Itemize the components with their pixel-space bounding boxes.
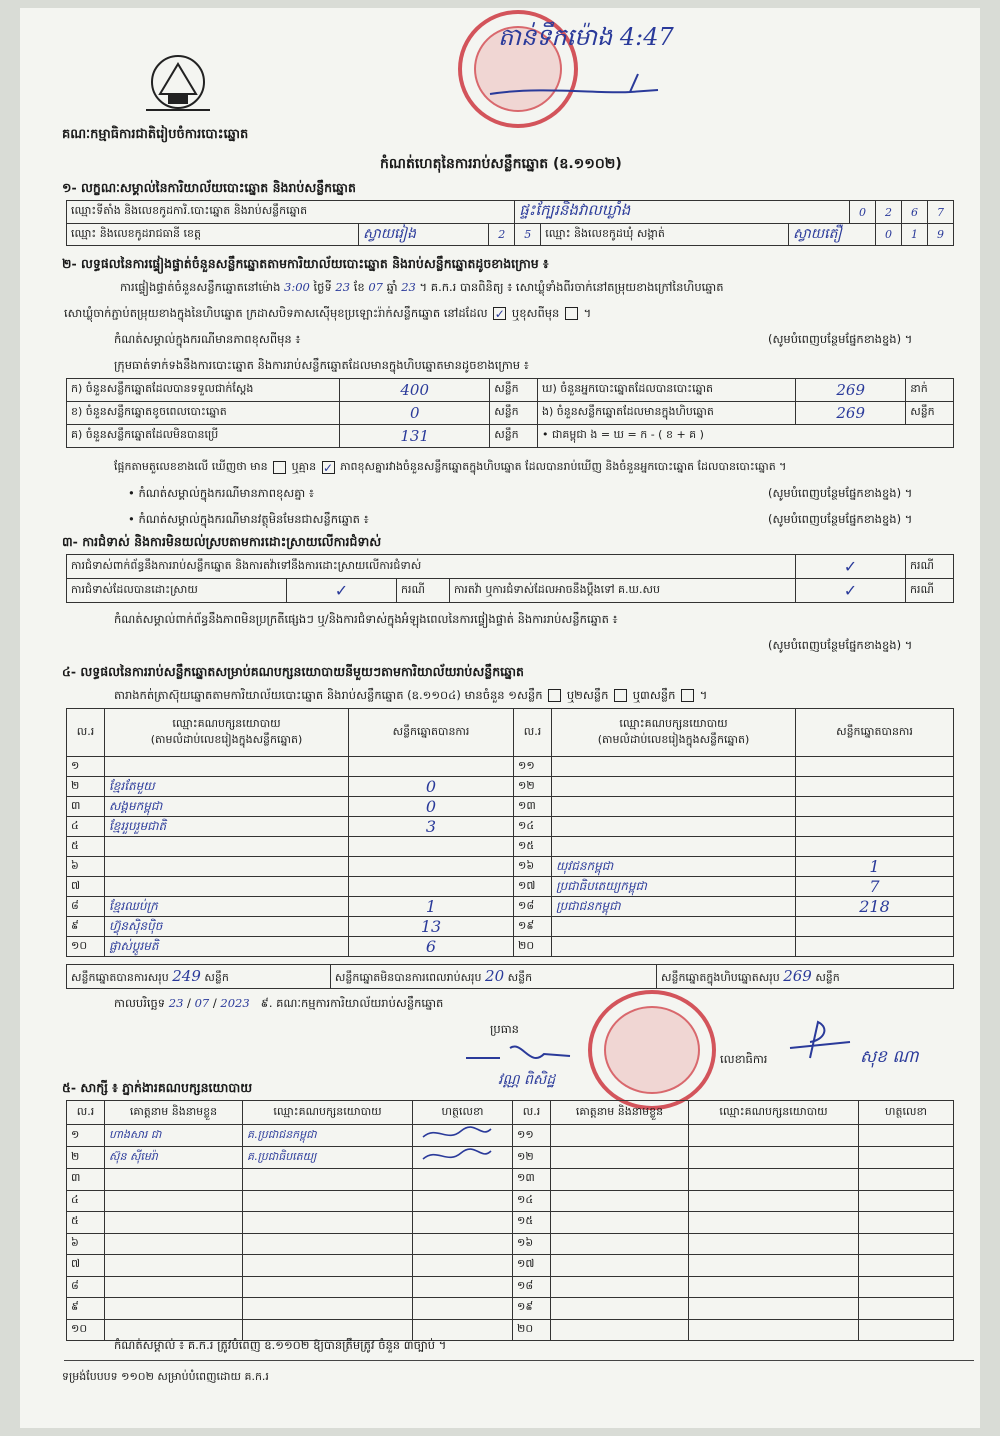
witness-name bbox=[551, 1319, 689, 1341]
date-day: 23 bbox=[168, 996, 184, 1010]
form-title: កំណត់ហេតុនៃការរាប់សន្លឹកឆ្នោត (ឧ.១១០២) bbox=[380, 156, 622, 172]
party-votes: 0 bbox=[349, 797, 514, 817]
row-no: ១៥ bbox=[513, 1212, 551, 1234]
witness-row bbox=[67, 1233, 954, 1255]
ballot-count-table bbox=[66, 378, 954, 448]
total-box-value: 269 bbox=[783, 966, 812, 985]
witness-party bbox=[689, 1276, 859, 1298]
change-note-line: កំណត់សម្គាល់ក្នុងករណីមានភាពខុសពីមុន ៖ bbox=[114, 332, 301, 346]
row-no: ៨ bbox=[67, 897, 105, 917]
chair-signature bbox=[460, 1038, 600, 1072]
party-row bbox=[67, 877, 954, 897]
witness-signature bbox=[859, 1147, 954, 1169]
col-name: គោត្តនាម និងនាមខ្លួន bbox=[105, 1101, 243, 1125]
witness-party bbox=[243, 1255, 413, 1277]
commune-code-digit: 1 bbox=[902, 224, 928, 246]
row-no: ១១ bbox=[514, 757, 552, 777]
witness-party bbox=[243, 1212, 413, 1234]
resolved-objection-check: ✓ bbox=[287, 579, 397, 603]
count-row-label: ខ) ចំនួនសន្លឹកឆ្នោតខូចពេលបោះឆ្នោត bbox=[67, 402, 340, 425]
row-no: ១៥ bbox=[514, 837, 552, 857]
witness-signature bbox=[413, 1125, 513, 1147]
station-value: ផ្ទះក្បែរនិងវាលឃ្លាំង bbox=[515, 201, 850, 224]
org-name: គណៈកម្មាធិការជាតិរៀបចំការបោះឆ្នោត bbox=[62, 127, 249, 142]
two-sheets-checkbox[interactable] bbox=[614, 689, 627, 702]
party-name bbox=[552, 837, 796, 857]
party-votes bbox=[796, 817, 954, 837]
witness-name bbox=[551, 1212, 689, 1234]
verification-line-2: សោឃ្លុំចាក់ភ្ជាប់តម្រុយខាងក្នុងនៃហិបឆ្នោត ក្រដាសបិទភាសស៊ើមុខប្រឡោះរ៉ាក់សន្លឹកឆ្នោត នៅដដែល ✓ ឬខុសពីមុន ។ bbox=[64, 306, 592, 321]
witness-row bbox=[67, 1190, 954, 1212]
unit-label: នាក់ bbox=[906, 379, 954, 402]
witness-party bbox=[689, 1147, 859, 1169]
spoiled-ballots-value: 0 bbox=[340, 402, 490, 425]
witness-row bbox=[67, 1276, 954, 1298]
unit-label: សន្លឹក bbox=[490, 425, 538, 448]
received-ballots-value: 400 bbox=[340, 379, 490, 402]
witness-party bbox=[243, 1298, 413, 1320]
witness-signature-mark bbox=[417, 1147, 497, 1165]
party-votes bbox=[796, 757, 954, 777]
witness-signature bbox=[413, 1169, 513, 1191]
party-votes: 7 bbox=[796, 877, 954, 897]
party-name: ផ្លាស់ប្តូរមតិ bbox=[105, 937, 349, 957]
party-row bbox=[67, 777, 954, 797]
witness-name bbox=[551, 1125, 689, 1147]
witness-row bbox=[67, 1298, 954, 1320]
col-votes: សន្លឹកឆ្នោតបានការ bbox=[796, 709, 954, 757]
ballots-in-box-value: 269 bbox=[796, 402, 906, 425]
row-no: ១៣ bbox=[514, 797, 552, 817]
section3-heading: ៣- ការជំទាស់ និងការមិនយល់ស្របតាមការដោះស្រាយលើការជំទាស់ bbox=[62, 534, 382, 549]
total-box-cell: សន្លឹកឆ្នោតក្នុងហិបឆ្នោតសរុប 269 សន្លឹក bbox=[656, 965, 953, 989]
change-note-fill-hint: (សូមបំពេញបន្ថែមផ្នែកខាងខ្នង) ។ bbox=[768, 332, 913, 346]
party-row bbox=[67, 817, 954, 837]
appeal-label: ការតវ៉ា ឬការជំទាស់ដែលអាចនឹងប្តឹងទៅ គ.ឃ.សប bbox=[449, 579, 795, 603]
party-votes: 1 bbox=[349, 897, 514, 917]
province-code-digit: 5 bbox=[515, 224, 541, 246]
stamp-handwritten-note: តាន់ទឹកម៉ោង 4:47 bbox=[498, 23, 674, 51]
party-votes: 1 bbox=[796, 857, 954, 877]
row-no: ១៨ bbox=[513, 1276, 551, 1298]
party-votes: 0 bbox=[349, 777, 514, 797]
row-no: ១៦ bbox=[514, 857, 552, 877]
row-no: ១៩ bbox=[513, 1298, 551, 1320]
footer-divider bbox=[64, 1360, 974, 1361]
row-no: ១ bbox=[67, 1125, 105, 1147]
party-name bbox=[105, 877, 349, 897]
row-no: ១០ bbox=[67, 937, 105, 957]
witness-name: ស៊ុន ស៊ីមេរ៉ា bbox=[105, 1147, 243, 1169]
unit-label: សន្លឹក bbox=[490, 379, 538, 402]
witness-name bbox=[551, 1233, 689, 1255]
col-name: គោត្តនាម និងនាមខ្លួន bbox=[551, 1101, 689, 1125]
case-unit: ករណី bbox=[906, 555, 954, 579]
witness-party bbox=[243, 1276, 413, 1298]
totals-table bbox=[66, 964, 954, 989]
party-votes bbox=[796, 937, 954, 957]
party-name bbox=[552, 797, 796, 817]
secretary-signature bbox=[780, 1018, 860, 1062]
row-no: ១២ bbox=[514, 777, 552, 797]
witness-name bbox=[105, 1298, 243, 1320]
witness-signature bbox=[413, 1212, 513, 1234]
party-name: ខ្មែររួបរួមជាតិ bbox=[105, 817, 349, 837]
witness-row bbox=[67, 1255, 954, 1277]
station-code-digit: 0 bbox=[850, 201, 876, 224]
section1-heading: ១- លក្ខណៈសម្គាល់នៃការិយាល័យបោះឆ្នោត និងរាប់សន្លឹកឆ្នោត bbox=[62, 180, 356, 195]
row-no: ១៦ bbox=[513, 1233, 551, 1255]
party-row bbox=[67, 757, 954, 777]
witness-name bbox=[551, 1298, 689, 1320]
witness-name bbox=[551, 1147, 689, 1169]
row-no: ៦ bbox=[67, 857, 105, 877]
party-votes: 218 bbox=[796, 897, 954, 917]
count-row-label: ង) ចំនួនសន្លឹកឆ្នោតដែលមានក្នុងហិបឆ្នោត bbox=[537, 402, 795, 425]
witness-signature bbox=[859, 1169, 954, 1191]
row-no: ៩ bbox=[67, 1298, 105, 1320]
resolved-objection-label: ការជំទាស់ដែលបានដោះស្រាយ bbox=[67, 579, 287, 603]
count-row-label: ឃ) ចំនួនអ្នកបោះឆ្នោតដែលបានបោះឆ្នោត bbox=[537, 379, 795, 402]
party-votes bbox=[349, 757, 514, 777]
irregularity-note-fill-hint: (សូមបំពេញបន្ថែមផ្នែកខាងខ្នង) ។ bbox=[768, 638, 913, 652]
witness-signature-mark bbox=[417, 1125, 497, 1143]
unit-label: សន្លឹក bbox=[906, 402, 954, 425]
station-info-table bbox=[66, 200, 954, 246]
party-name bbox=[552, 937, 796, 957]
witness-party bbox=[689, 1212, 859, 1234]
witness-row bbox=[67, 1169, 954, 1191]
commune-value: ស្វាយតឿ bbox=[789, 224, 876, 246]
row-no: ៣ bbox=[67, 797, 105, 817]
row-no: ៤ bbox=[67, 1190, 105, 1212]
party-name bbox=[105, 857, 349, 877]
count-row-label: ក) ចំនួនសន្លឹកឆ្នោតដែលបានទទួលជាក់ស្តែង bbox=[67, 379, 340, 402]
party-row bbox=[67, 857, 954, 877]
station-label: ឈ្មោះទីតាំង និងលេខកូដការិ.បោះឆ្នោត និងរាប់សន្លឹកឆ្នោត bbox=[67, 201, 515, 224]
party-name: ប្រជាជនកម្ពុជា bbox=[552, 897, 796, 917]
witness-name bbox=[551, 1255, 689, 1277]
row-no: ១៤ bbox=[513, 1190, 551, 1212]
row-no: ៥ bbox=[67, 837, 105, 857]
party-name: ខ្មែរឈប់ក្រ bbox=[105, 897, 349, 917]
changed-checkbox[interactable] bbox=[565, 307, 578, 320]
row-no: ៧ bbox=[67, 877, 105, 897]
row-no: ១៧ bbox=[514, 877, 552, 897]
row-no: ១៣ bbox=[513, 1169, 551, 1191]
verification-line-1: ការផ្ទៀងផ្ទាត់ចំនួនសន្លឹកឆ្នោតនៅម៉ោង 3:00 ថ្ងៃទី 23 ខែ 07 ឆ្នាំ 23 ។ គ.ក.រ បានពិនិត្យ ៖ សោឃ្លុំទាំងពីរចាក់នៅតម្រុយខាងក្រៅនៃហិបឆ្នោត bbox=[120, 280, 724, 294]
secretary-name: សុខ ណា bbox=[860, 1047, 919, 1067]
case-unit: ករណី bbox=[906, 579, 954, 603]
commune-code-digit: 9 bbox=[928, 224, 954, 246]
row-no: ២០ bbox=[514, 937, 552, 957]
witness-signature bbox=[413, 1276, 513, 1298]
verification-day: 23 bbox=[335, 280, 351, 294]
witness-name bbox=[551, 1169, 689, 1191]
row-no: ២ bbox=[67, 1147, 105, 1169]
section2-heading: ២- លទ្ធផលនៃការផ្ទៀងផ្ទាត់ចំនួនសន្លឹកឆ្នោតតាមការិយាល័យបោះឆ្នោត និងរាប់សន្លឹកឆ្នោតដូចខាងក្រោម ៖ bbox=[62, 256, 549, 271]
row-no: ១៤ bbox=[514, 817, 552, 837]
foreign-object-fill-hint: (សូមបំពេញបន្ថែមផ្នែកខាងខ្នង) ។ bbox=[768, 512, 913, 526]
chair-label: ប្រធាន bbox=[490, 1022, 519, 1036]
row-no: ៥ bbox=[67, 1212, 105, 1234]
row-no: ១១ bbox=[513, 1125, 551, 1147]
col-party: ឈ្មោះគណបក្សនយោបាយ bbox=[243, 1101, 413, 1125]
appeal-check: ✓ bbox=[796, 579, 906, 603]
witness-signature bbox=[859, 1255, 954, 1277]
witness-row bbox=[67, 1212, 954, 1234]
discrepancy-yes-checkbox[interactable] bbox=[273, 461, 286, 474]
witness-name bbox=[105, 1255, 243, 1277]
witness-party: គ.ប្រជាធិបតេយ្យ bbox=[243, 1147, 413, 1169]
witness-party bbox=[689, 1125, 859, 1147]
form-code: ទម្រង់បែបបទ ១១០២ សម្រាប់បំពេញដោយ គ.ក.រ bbox=[62, 1370, 269, 1383]
witness-signature bbox=[859, 1212, 954, 1234]
party-name bbox=[552, 777, 796, 797]
witness-name bbox=[105, 1276, 243, 1298]
party-name: ហ៊្វុនស៊ិនប៉ិច bbox=[105, 917, 349, 937]
secretary-label: លេខាធិការ bbox=[720, 1052, 768, 1066]
witness-signature bbox=[859, 1298, 954, 1320]
verification-time: 3:00 bbox=[284, 280, 310, 294]
nec-emblem-logo bbox=[138, 50, 218, 118]
witness-party bbox=[689, 1169, 859, 1191]
witness-party bbox=[243, 1233, 413, 1255]
objection-table bbox=[66, 554, 954, 603]
section5-heading: ៥- សាក្សី ៖ ភ្នាក់ងារគណបក្សនយោបាយ bbox=[62, 1080, 253, 1095]
col-no: ល.រ bbox=[67, 1101, 105, 1125]
foreign-object-note: • កំណត់សម្គាល់ក្នុងករណីមានវត្ថុមិនមែនជាសន្លឹកឆ្នោត ៖ bbox=[128, 512, 369, 526]
discrepancy-note: • កំណត់សម្គាល់ក្នុងករណីមានភាពខុសគ្នា ៖ bbox=[128, 486, 314, 500]
witness-signature bbox=[859, 1319, 954, 1341]
party-name bbox=[552, 917, 796, 937]
verification-year: 23 bbox=[401, 280, 416, 294]
bottom-red-stamp bbox=[588, 990, 716, 1110]
objection-row-label: ការជំទាស់ពាក់ព័ន្ធនឹងការរាប់សន្លឹកឆ្នោត និងការតវ៉ាទៅនឹងការដោះស្រាយលើការជំទាស់ bbox=[67, 555, 796, 579]
party-results-table bbox=[66, 708, 954, 957]
province-value: ស្វាយរៀង bbox=[358, 224, 488, 246]
formula-note: • ជាគម្ពុជា ង = ឃ = ក - ( ខ + គ ) bbox=[537, 425, 953, 448]
witness-party bbox=[243, 1169, 413, 1191]
province-code-digit: 2 bbox=[489, 224, 515, 246]
col-party: ឈ្មោះគណបក្សនយោបាយ bbox=[689, 1101, 859, 1125]
row-no: ៨ bbox=[67, 1276, 105, 1298]
party-votes: 6 bbox=[349, 937, 514, 957]
date-line: កាលបរិច្ឆេទ 23 / 07 / 2023 ៩. គណៈកម្មការការិយាល័យរាប់សន្លឹកឆ្នោត bbox=[114, 996, 444, 1010]
witness-party bbox=[689, 1319, 859, 1341]
row-no: ៤ bbox=[67, 817, 105, 837]
witness-signature bbox=[859, 1276, 954, 1298]
irregularity-note: កំណត់សម្គាល់ពាក់ព័ន្ធនឹងភាពមិនប្រក្រតីផ្សេងៗ ឬ/និងការជំទាស់ក្នុងអំឡុងពេលនៃការផ្ទៀងផ្ទាត់ និងការរាប់សន្លឹកឆ្នោត ៖ bbox=[114, 612, 618, 626]
col-party: ឈ្មោះគណបក្សនយោបាយ (តាមលំដាប់លេខរៀងក្នុងសន្លឹកឆ្នោត) bbox=[105, 709, 349, 757]
commune-code-digit: 0 bbox=[876, 224, 902, 246]
row-no: ៧ bbox=[67, 1255, 105, 1277]
form-page bbox=[20, 8, 980, 1428]
witness-party bbox=[243, 1190, 413, 1212]
voters-value: 269 bbox=[796, 379, 906, 402]
three-sheets-checkbox[interactable] bbox=[681, 689, 694, 702]
party-name bbox=[105, 757, 349, 777]
witness-row bbox=[67, 1125, 954, 1147]
date-year: 2023 bbox=[220, 996, 250, 1010]
commune-label: ឈ្មោះ និងលេខកូដឃុំ សង្កាត់ bbox=[541, 224, 789, 246]
row-no: ១៧ bbox=[513, 1255, 551, 1277]
party-results-body bbox=[67, 757, 954, 957]
witness-name bbox=[551, 1190, 689, 1212]
discrepancy-no-checkbox[interactable]: ✓ bbox=[323, 460, 334, 475]
party-row bbox=[67, 837, 954, 857]
witness-signature bbox=[413, 1255, 513, 1277]
party-row bbox=[67, 797, 954, 817]
row-no: ៩ bbox=[67, 917, 105, 937]
witness-name bbox=[105, 1233, 243, 1255]
row-no: ១៨ bbox=[514, 897, 552, 917]
col-party: ឈ្មោះគណបក្សនយោបាយ (តាមលំដាប់លេខរៀងក្នុងសន្លឹកឆ្នោត) bbox=[552, 709, 796, 757]
station-code-digit: 2 bbox=[876, 201, 902, 224]
witness-signature bbox=[859, 1125, 954, 1147]
witness-signature bbox=[859, 1233, 954, 1255]
witness-party bbox=[689, 1190, 859, 1212]
party-votes: 3 bbox=[349, 817, 514, 837]
party-name: សង្គមកម្ពុជា bbox=[105, 797, 349, 817]
station-code-digit: 6 bbox=[902, 201, 928, 224]
discrepancy-note-fill-hint: (សូមបំពេញបន្ថែមផ្នែកខាងខ្នង) ។ bbox=[768, 486, 913, 500]
witness-signature bbox=[413, 1190, 513, 1212]
witness-signature bbox=[413, 1298, 513, 1320]
verification-month: 07 bbox=[368, 280, 383, 294]
party-row bbox=[67, 937, 954, 957]
witness-name bbox=[551, 1276, 689, 1298]
col-votes: សន្លឹកឆ្នោតបានការ bbox=[349, 709, 514, 757]
col-sign: ហត្ថលេខា bbox=[413, 1101, 513, 1125]
chair-name: វណ្ណ ពិសិដ្ឋ bbox=[498, 1072, 556, 1088]
count-row-label: គ) ចំនួនសន្លឹកឆ្នោតដែលមិនបានប្រើ bbox=[67, 425, 340, 448]
witness-party bbox=[689, 1298, 859, 1320]
province-label: ឈ្មោះ និងលេខកូដរាជធានី ខេត្ត bbox=[67, 224, 359, 246]
witness-party bbox=[689, 1255, 859, 1277]
row-no: ១០ bbox=[67, 1319, 105, 1341]
party-votes: 13 bbox=[349, 917, 514, 937]
top-signature-mark bbox=[480, 64, 680, 104]
row-no: ៦ bbox=[67, 1233, 105, 1255]
case-unit: ករណី bbox=[397, 579, 450, 603]
unchanged-checkbox[interactable]: ✓ bbox=[494, 307, 505, 321]
row-no: ២០ bbox=[513, 1319, 551, 1341]
row-no: ៣ bbox=[67, 1169, 105, 1191]
party-votes bbox=[349, 877, 514, 897]
party-name bbox=[105, 837, 349, 857]
party-name bbox=[552, 817, 796, 837]
party-votes bbox=[796, 797, 954, 817]
witness-body bbox=[67, 1125, 954, 1341]
party-name: យុវជនកម្ពុជា bbox=[552, 857, 796, 877]
objection-check: ✓ bbox=[796, 555, 906, 579]
unused-ballots-value: 131 bbox=[340, 425, 490, 448]
tally-sheet-line: តារាងកត់ត្រាស៊ុយឆ្នោតតាមការិយាល័យបោះឆ្នោត និងរាប់សន្លឹកឆ្នោត (ឧ.១១០៤) មានចំនួន ១សន្លឹក ឬ២សន្លឹក ឬ៣សន្លឹក ។ bbox=[114, 688, 708, 702]
col-no: ល.រ bbox=[514, 709, 552, 757]
party-name: ប្រជាធិបតេយ្យកម្ពុជា bbox=[552, 877, 796, 897]
party-name: ខ្មែរតែមួយ bbox=[105, 777, 349, 797]
one-sheet-checkbox[interactable] bbox=[548, 689, 561, 702]
section4-heading: ៤- លទ្ធផលនៃការរាប់សន្លឹកឆ្នោតសម្រាប់គណបក្សនយោបាយនីមួយៗតាមការិយាល័យរាប់សន្លឹកឆ្នោត bbox=[62, 664, 524, 679]
col-sign: ហត្ថលេខា bbox=[859, 1101, 954, 1125]
station-code-digit: 7 bbox=[928, 201, 954, 224]
unit-label: សន្លឹក bbox=[490, 402, 538, 425]
party-votes bbox=[349, 837, 514, 857]
total-valid-value: 249 bbox=[172, 966, 201, 985]
witness-name: ហាងសារ ជា bbox=[105, 1125, 243, 1147]
party-row bbox=[67, 897, 954, 917]
witness-party bbox=[689, 1233, 859, 1255]
witness-row bbox=[67, 1147, 954, 1169]
party-row bbox=[67, 917, 954, 937]
party-votes bbox=[796, 917, 954, 937]
party-votes bbox=[796, 837, 954, 857]
witness-party: គ.ប្រជាជនកម្ពុជា bbox=[243, 1125, 413, 1147]
witness-name bbox=[105, 1190, 243, 1212]
witness-name bbox=[105, 1169, 243, 1191]
discrepancy-line: ផ្អែកតាមតួលេខខាងលើ ឃើញថា មាន ឬគ្មាន ✓ ភាពខុសគ្នារវាងចំនួនសន្លឹកឆ្នោតក្នុងហិបឆ្នោត ដែលបានរាប់ឃើញ និងចំនួនអ្នកបោះឆ្នោត ដែលបានបោះឆ្នោត ។ bbox=[114, 460, 787, 475]
row-no: ២ bbox=[67, 777, 105, 797]
col-no: ល.រ bbox=[67, 709, 105, 757]
row-no: ១ bbox=[67, 757, 105, 777]
total-valid-cell: សន្លឹកឆ្នោតបានការសរុប 249 សន្លឹក bbox=[67, 965, 331, 989]
witness-signature bbox=[413, 1147, 513, 1169]
col-no: ល.រ bbox=[513, 1101, 551, 1125]
party-votes bbox=[796, 777, 954, 797]
witness-table bbox=[66, 1100, 954, 1341]
ballot-data-intro: ក្រុមធាត់ទាក់ទងនឹងការបោះឆ្នោត និងការរាប់សន្លឹកឆ្នោតដែលមានក្នុងហិបឆ្នោតមានដូចខាងក្រោម ៖ bbox=[114, 358, 529, 372]
witness-signature bbox=[859, 1190, 954, 1212]
total-invalid-cell: សន្លឹកឆ្នោតមិនបានការពេលរាប់សរុប 20 សន្លឹក bbox=[330, 965, 656, 989]
party-name bbox=[552, 757, 796, 777]
total-invalid-value: 20 bbox=[485, 966, 505, 985]
row-no: ១២ bbox=[513, 1147, 551, 1169]
party-votes bbox=[349, 857, 514, 877]
footer-note: កំណត់សម្គាល់ ៖ គ.ក.រ ត្រូវបំពេញ ឧ.១១០២ ឱ្យបានត្រឹមត្រូវ ចំនួន ៣ច្បាប់ ។ bbox=[114, 1338, 447, 1352]
date-month: 07 bbox=[194, 996, 210, 1010]
witness-name bbox=[105, 1212, 243, 1234]
row-no: ១៩ bbox=[514, 917, 552, 937]
witness-signature bbox=[413, 1233, 513, 1255]
